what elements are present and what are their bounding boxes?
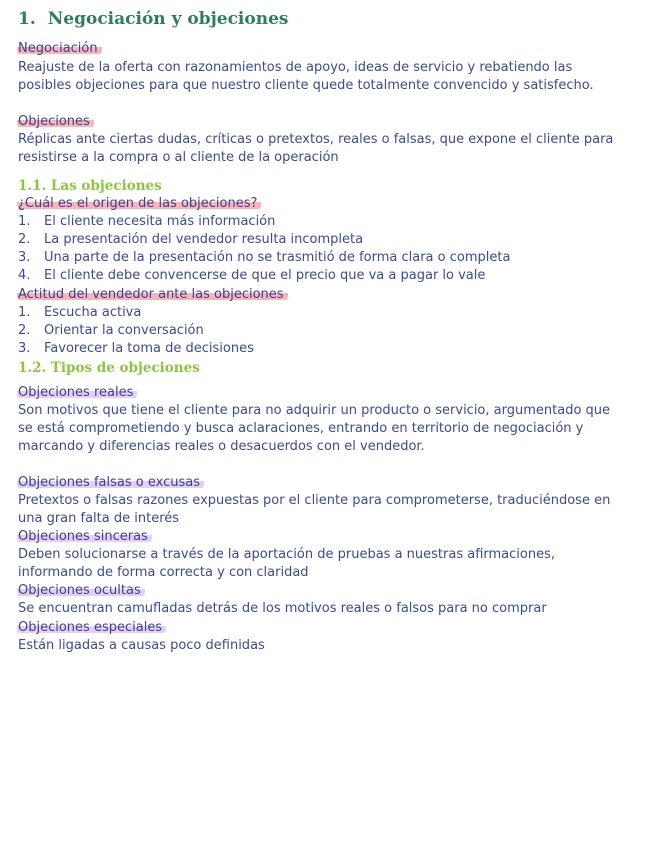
list-item: 3. Una parte de la presentación no se trasmitió de forma clara o completa — [18, 250, 511, 265]
list-item: 1. Escucha activa — [18, 305, 142, 320]
objeciones-sinceras-label: Objeciones sinceras — [17, 528, 152, 546]
list-item: 3. Favorecer la toma de decisiones — [18, 341, 254, 356]
objeciones-sinceras-text: Deben solucionarse a través de la aportación de pruebas a nuestras afirmaciones, informando de forma correcta y con claridad — [18, 547, 555, 580]
origen-label: ¿Cuál es el origen de las objeciones? — [17, 195, 261, 213]
objeciones-reales-label: Objeciones reales — [17, 384, 137, 402]
main-heading — [18, 9, 288, 29]
section-1-1-heading: 1.1. Las objeciones — [18, 178, 162, 194]
objeciones-ocultas-label: Objeciones ocultas — [17, 582, 145, 600]
negociacion-definition: Reajuste de la oferta con razonamientos de apoyo, ideas de servicio y rebatiendo las posibles objeciones para que nuestro cliente quede totalmente convencido y satisfecho. — [18, 60, 594, 93]
objeciones-reales-text: Son motivos que tiene el cliente para no adquirir un producto o servicio, argumentado que se está comprometiendo y busca aclaraciones, entrando en territorio de negociación y marcando y diferencias reales o desacuerdos con el vendedor. — [18, 403, 611, 454]
list-item: 2. La presentación del vendedor resulta incompleta — [18, 232, 364, 247]
list-item: 1. El cliente necesita más información — [18, 214, 276, 229]
list-item: 2. Orientar la conversación — [18, 323, 204, 338]
objeciones-label: Objeciones — [17, 113, 94, 131]
objeciones-especiales-text: Están ligadas a causas poco definidas — [18, 638, 265, 653]
heading-number: 1. — [18, 9, 36, 29]
objeciones-definition: Réplicas ante ciertas dudas, críticas o pretextos, reales o falsas, que expone el cliente para resistirse a la compra o al cliente de la operación — [18, 132, 614, 165]
actitud-label: Actitud del vendedor ante las objeciones — [17, 286, 288, 304]
section-1-2-heading: 1.2. Tipos de objeciones — [18, 360, 200, 376]
objeciones-especiales-label: Objeciones especiales — [17, 619, 166, 637]
actitud-list — [18, 304, 254, 358]
list-item: 4. El cliente debe convencerse de que el precio que va a pagar lo vale — [18, 268, 486, 283]
objeciones-falsas-text: Pretextos o falsas razones expuestas por el cliente para comprometerse, traduciéndose en una gran falta de interés — [18, 493, 611, 526]
heading-text: Negociación y objeciones — [47, 9, 289, 29]
objeciones-falsas-label: Objeciones falsas o excusas — [17, 474, 204, 492]
objeciones-ocultas-text: Se encuentran camufladas detrás de los motivos reales o falsos para no comprar — [18, 601, 547, 616]
origen-list — [18, 213, 510, 285]
negociacion-label: Negociación — [17, 40, 102, 58]
